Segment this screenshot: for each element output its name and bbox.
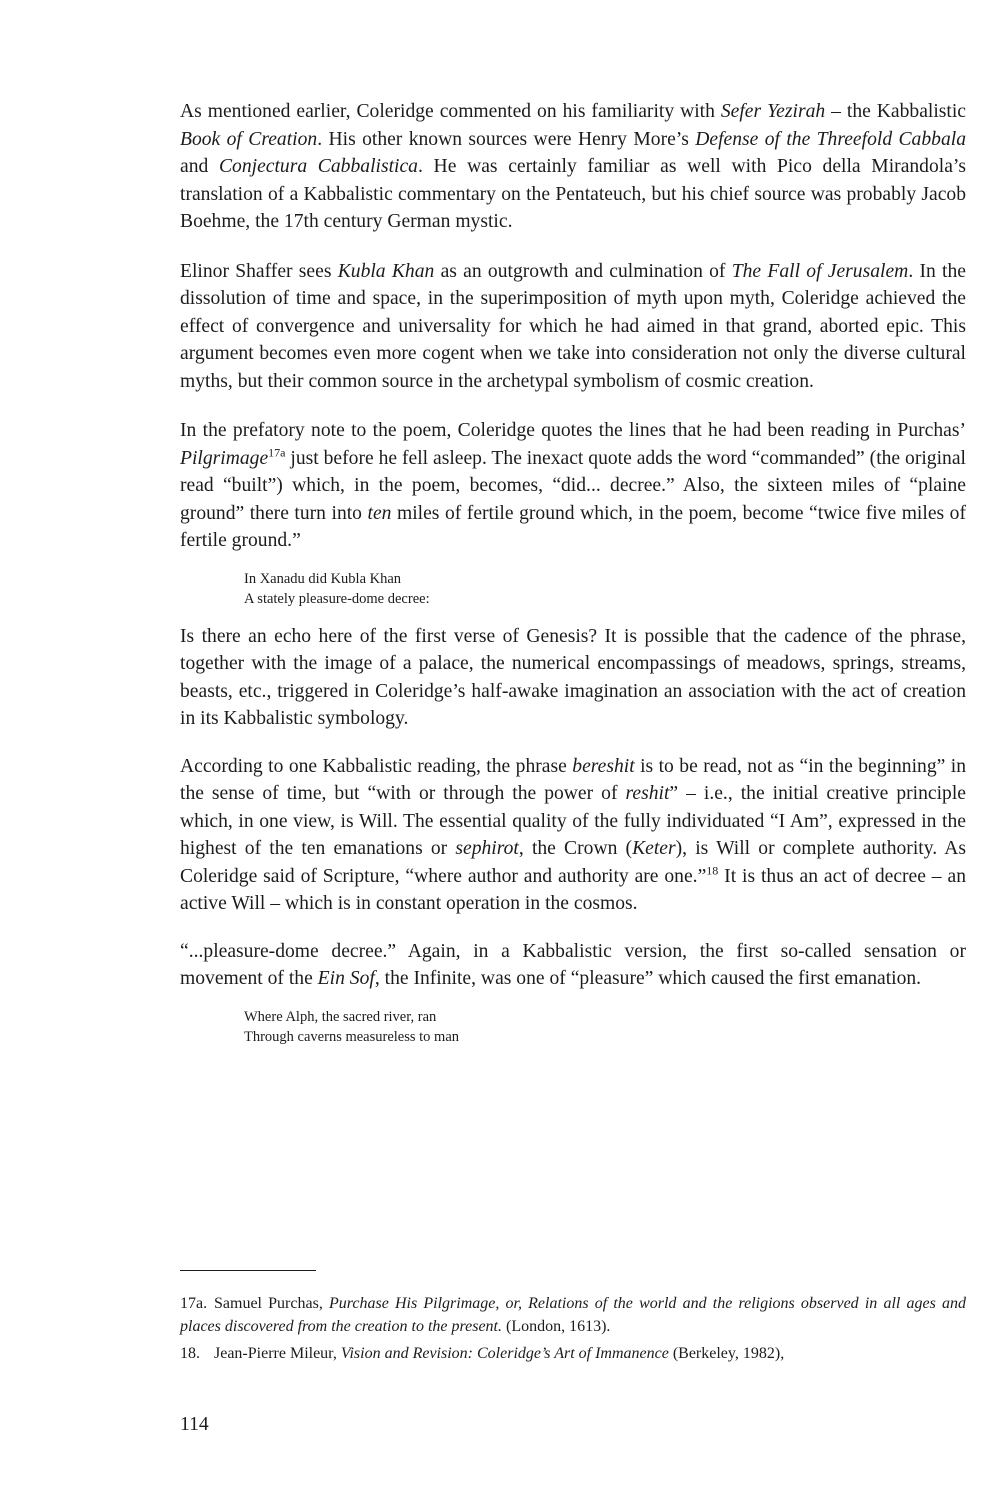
text-run: “...pleasure-dome decree.” Again, in a Kabbalistic version, the first so-called sensation or movement of the [180,940,966,989]
italic-text: Conjectura Cabbalistica [218,156,418,177]
text-run: is to be read, not as “in the beginning” in the sense of time, but “with or through the power of [180,755,967,804]
text-run: and [180,156,219,177]
paragraph-1 [180,98,966,236]
paragraph-2 [180,258,966,396]
italic-text: bereshit [572,755,635,777]
text-run: . In the dissolution of time and space, in the superimposition of myth upon myth, Coleridge achieved the effect of convergence and universality for which he had aimed in that grand, aborted epic. This argument becomes even more cogent when we take into consideration not only the diverse cultural myths, but their common source in the archetypal symbolism of cosmic creation. [180,260,966,392]
text-run: just before he fell asleep. The inexact quote adds the word “commanded” (the original read “built”) which, in the poem, becomes, “did... decree.” Also, the sixteen miles of “plaine ground” there turn into [180,447,966,524]
main-text [180,98,966,1061]
footnote-text [180,1295,966,1335]
text-run: It is thus an act of decree – an active Will – which is in constant operation in the cosmos. [180,865,966,914]
page-number: 114 [180,1414,209,1435]
text-run: miles of fertile ground which, in the poem, become “twice five miles of fertile ground.” [180,502,966,551]
text-run: According to one Kabbalistic reading, the phrase [180,755,573,777]
paragraph-5 [180,753,966,918]
text-run: as an outgrowth and culmination of [434,260,732,282]
footnote-text [214,1345,784,1362]
italic-text: Keter [632,838,676,859]
text-run: ” – i.e., the initial creative principle which, in one view, is Will. The essential quality of the fully individuated “I Am”, expressed in the highest of the ten emanations or [180,783,966,859]
italic-text: The Fall of Jerusalem [731,260,909,282]
text-run: ), is Will or complete authority. As Coleridge said of Scripture, “where author and authority are one.” [180,838,966,887]
text-run: , the Infinite, was one of “pleasure” which caused the first emanation. [374,968,922,989]
text-run: As mentioned earlier, Coleridge commented on his familiarity with [180,101,721,122]
footnote-18 [180,1342,966,1365]
paragraph-3 [180,417,966,555]
text-run: Is there an echo here of the first verse of Genesis? It is possible that the cadence of the phrase, together with the image of a palace, the numerical encompassings of meadows, springs, streams, beasts, etc., triggered in Coleridge’s half-awake imagination an association with the act of creation in its Kabbalistic symbology. [180,625,966,729]
verse-line: Where Alph, the sacred river, ran [244,1008,437,1025]
verse-line: A stately pleasure-dome decree: [244,590,430,607]
text-run: (London, 1613). [502,1318,611,1335]
italic-text: Ein Sof [317,968,375,989]
italic-text: Purchase His Pilgrimage, or, Relations of the world and the religions observed in all ages and places discovered from the creation to the present. [180,1295,966,1335]
text-run: In the prefatory note to the poem, Coleridge quotes the lines that he had been reading in Purchas’ [180,420,966,441]
text-run: . He was certainly familiar as well with Pico della Mirandola’s translation of a Kabbalistic commentary on the Pentateuch, but his chief source was probably Jacob Boehme, the 17th century German mystic. [180,156,966,232]
text-run: (Berkeley, 1982), [668,1345,785,1362]
text-run: . His other known sources were Henry More’s [317,128,696,150]
italic-text: Book of Creation [180,128,318,150]
verse-quote-2 [244,1007,966,1047]
italic-text: Defense of the Threefold Cabbala [695,128,966,150]
footnote-number: 17a. [180,1295,208,1312]
text-run: Jean-Pierre Mileur, [214,1345,341,1362]
footnote-divider [180,1270,316,1271]
italic-text: Pilgrimage [180,447,269,469]
paragraph-4 [180,623,966,733]
text-run: Elinor Shaffer sees [180,260,338,282]
verse-line: Through caverns measureless to man [244,1028,460,1045]
text-run: – the Kabbalistic [825,101,966,122]
footnote-number: 18. [180,1345,200,1362]
italic-text: reshit [625,783,670,804]
footnotes [180,1292,966,1369]
footnote-ref: 18 [706,862,719,877]
paragraph-6 [180,938,966,993]
text-run: , the Crown ( [518,838,633,859]
footnote-ref: 17a [268,444,286,459]
text-run: Samuel Purchas, [214,1295,329,1312]
italic-text: sephirot [455,838,519,859]
italic-text: Vision and Revision: Coleridge’s Art of Immanence [340,1345,669,1362]
verse-quote-1 [244,569,966,609]
verse-line: In Xanadu did Kubla Khan [244,570,402,587]
footnote-17a [180,1292,966,1338]
italic-text: ten [367,502,392,524]
italic-text: Kubla Khan [337,260,435,282]
italic-text: Sefer Yezirah [720,101,826,122]
